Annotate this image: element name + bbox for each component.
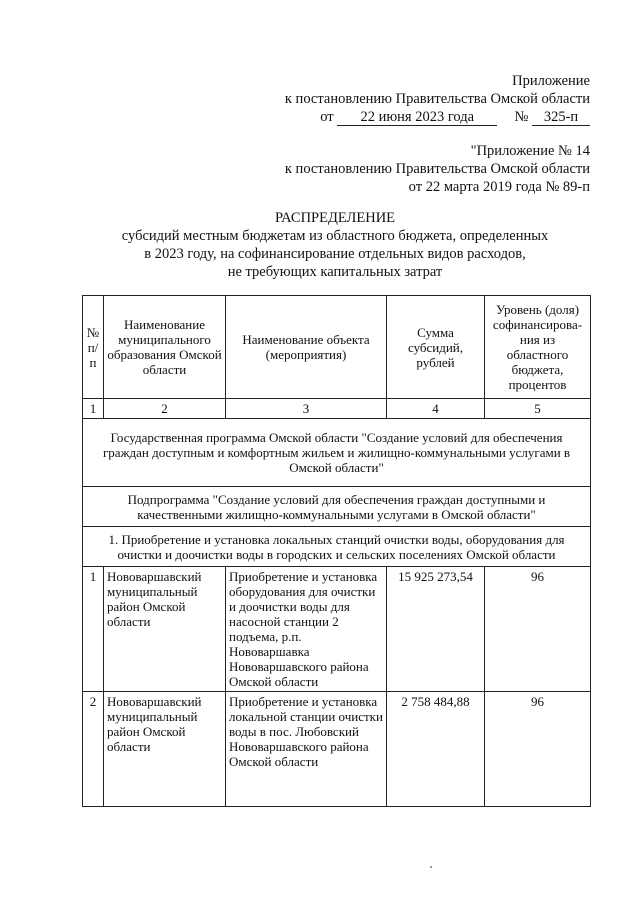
appendix-date-line (285, 108, 590, 126)
from-label: от (320, 109, 334, 125)
column-index-row (83, 399, 591, 419)
index-cell: 3 (226, 399, 387, 419)
row-level: 96 (485, 567, 591, 692)
section-title: 1. Приобретение и установка локальных станций очистки воды, оборудования для очистки и доочистки воды в городских и сельских поселениях Омской области (83, 527, 591, 567)
header-level: Уровень (доля) софинансирова-ния из областного бюджета, процентов (485, 296, 591, 399)
table-header-row (83, 296, 591, 399)
title-heading: РАСПРЕДЕЛЕНИЕ (274, 210, 396, 226)
program-title: Государственная программа Омской области "Создание условий для обеспечения граждан доступным и комфортным жильем и жилищно-коммунальными услугами в Омской области" (83, 419, 591, 487)
subprogram-title: Подпрограмма "Создание условий для обеспечения граждан доступными и качественными жилищно-коммунальными услугами в Омской области" (83, 487, 591, 527)
row-municipality: Нововаршавский муниципальный район Омской области (104, 692, 226, 807)
reference-resolution: к постановлению Правительства Омской области (284, 161, 590, 177)
scan-speck (430, 866, 432, 868)
appendix-header (285, 72, 590, 126)
appendix-label: Приложение (512, 73, 590, 89)
number-label: № (514, 109, 529, 125)
row-object: Приобретение и установка локальной станции очистки воды в пос. Любовский Нововаршавского района Омской области (226, 692, 387, 807)
header-amount: Сумма субсидий, рублей (387, 296, 485, 399)
reference-appendix: "Приложение № 14 (470, 143, 590, 159)
index-cell: 1 (83, 399, 104, 419)
row-level: 96 (485, 692, 591, 807)
table-row (83, 567, 591, 692)
row-num: 2 (83, 692, 104, 807)
row-amount: 2 758 484,88 (387, 692, 485, 807)
row-municipality: Нововаршавский муниципальный район Омской области (104, 567, 226, 692)
title-line-2: в 2023 году, на софинансирование отдельных видов расходов, (144, 246, 526, 262)
document-title (80, 209, 590, 281)
index-cell: 5 (485, 399, 591, 419)
appendix-resolution: к постановлению Правительства Омской области (284, 91, 590, 107)
header-municipality: Наименование муниципального образования Омской области (104, 296, 226, 399)
reference-header (285, 142, 590, 196)
index-cell: 4 (387, 399, 485, 419)
header-object: Наименование объекта (мероприятия) (226, 296, 387, 399)
row-object: Приобретение и установка оборудования для очистки и доочистки воды для насосной станции 2 подъема, р.п. Нововаршавка Нововаршавского района Омской области (226, 567, 387, 692)
subprogram-row (83, 487, 591, 527)
row-amount: 15 925 273,54 (387, 567, 485, 692)
program-row (83, 419, 591, 487)
title-line-3: не требующих капитальных затрат (227, 264, 443, 280)
header-num: № п/п (83, 296, 104, 399)
resolution-number: 325-п (532, 110, 590, 126)
distribution-table (82, 295, 591, 807)
title-line-1: субсидий местным бюджетам из областного бюджета, определенных (121, 228, 549, 244)
resolution-date: 22 июня 2023 года (337, 110, 497, 126)
reference-date: от 22 марта 2019 года № 89-п (408, 179, 590, 195)
table-row (83, 692, 591, 807)
index-cell: 2 (104, 399, 226, 419)
section-row (83, 527, 591, 567)
row-num: 1 (83, 567, 104, 692)
